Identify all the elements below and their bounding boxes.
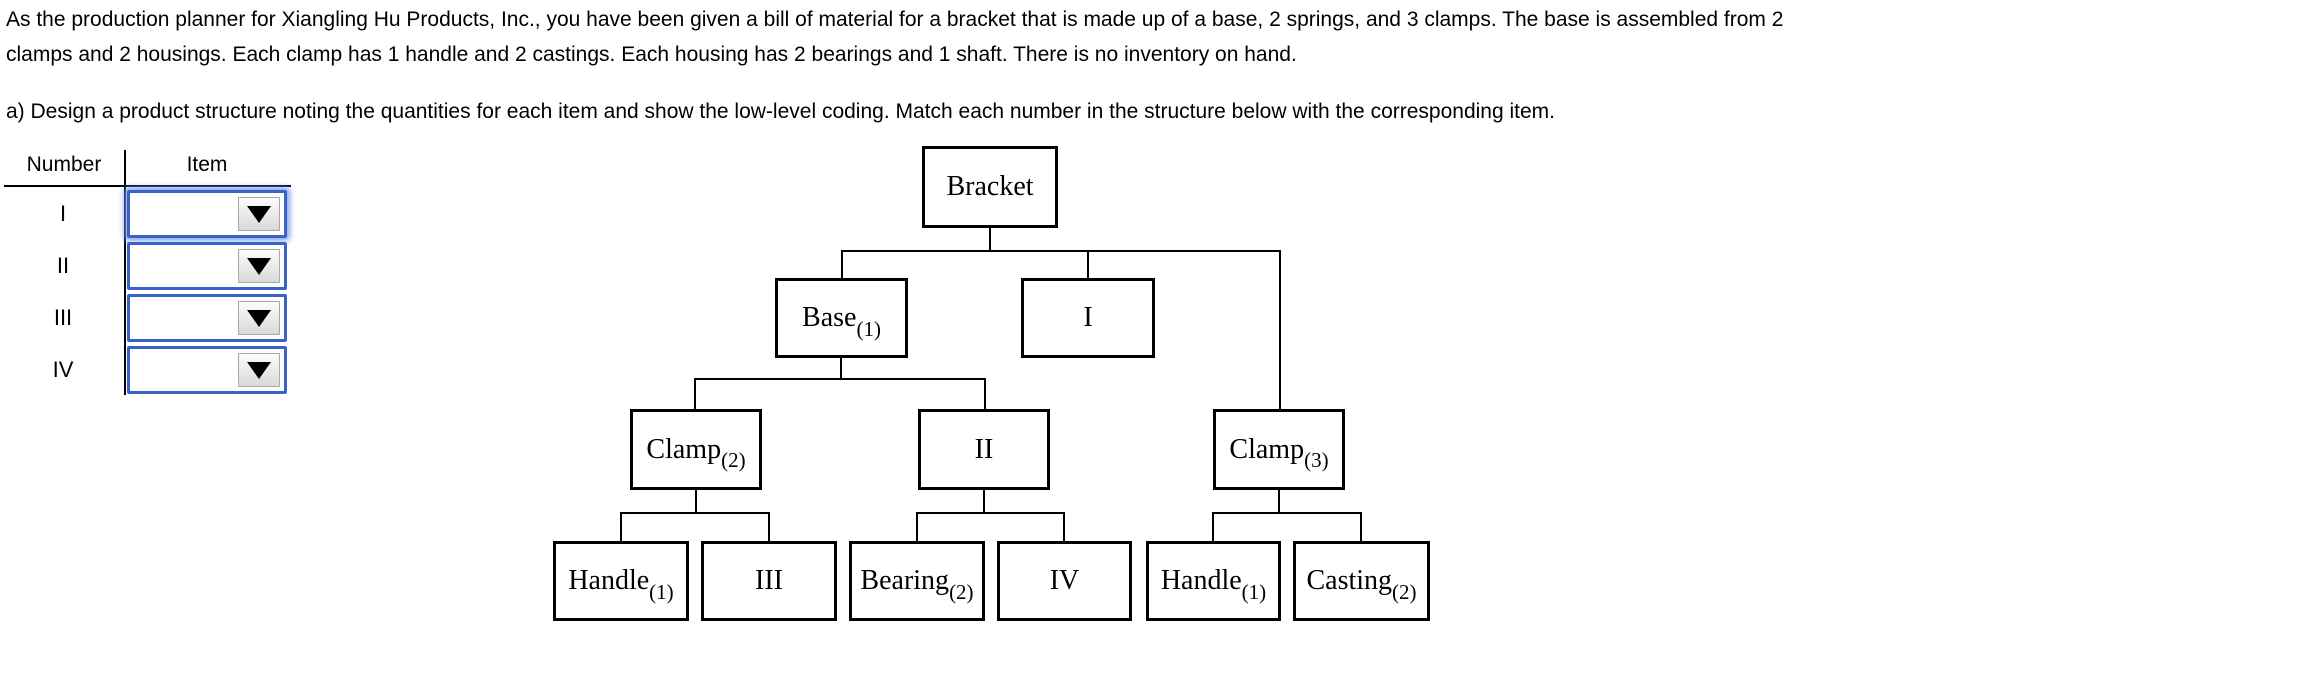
dropdown-button[interactable] [238, 197, 280, 231]
connector-line [1278, 490, 1280, 512]
dropdown-button[interactable] [238, 301, 280, 335]
node-unknown-III [701, 541, 837, 621]
connector-line [620, 512, 622, 541]
node-unknown-IV [997, 541, 1132, 621]
chevron-down-icon [247, 258, 271, 275]
connector-line [989, 228, 991, 250]
row-label-IV: IV [52, 357, 74, 382]
node-label: Handle [1160, 565, 1242, 596]
problem-text-line1: As the production planner for Xiangling Hu Products, Inc., you have been given a bill of material for a bracket that is made up of a base, 2 springs, and 3 clamps. The base is assembled from 2 [6, 8, 1784, 31]
connector-line [620, 512, 770, 514]
connector-line [768, 512, 770, 541]
node-quantity: (3) [1304, 448, 1329, 472]
item-column-header: Item [186, 153, 228, 176]
item-select-II-value [138, 245, 232, 287]
node-label: Bearing [860, 565, 950, 596]
connector-line [1279, 250, 1281, 409]
connector-line [983, 490, 985, 512]
table-header-rule [4, 185, 291, 187]
connector-line [984, 378, 986, 409]
node-label: Bracket [946, 171, 1034, 202]
dropdown-button[interactable] [238, 249, 280, 283]
node-label: IV [1049, 565, 1080, 596]
node-label: II [974, 433, 994, 465]
node-label: III [755, 565, 783, 596]
node-label: Casting [1306, 565, 1393, 596]
item-select-I[interactable] [127, 190, 287, 238]
connector-line [1087, 250, 1089, 278]
connector-line [1212, 512, 1214, 541]
node-quantity: (2) [721, 448, 746, 472]
node-unknown-I [1021, 278, 1155, 358]
problem-text-line2: clamps and 2 housings. Each clamp has 1 handle and 2 castings. Each housing has 2 bearings and 1 shaft. There is no inventory on hand. [6, 43, 1297, 66]
item-select-III[interactable] [127, 294, 287, 342]
item-select-III-value [138, 297, 232, 339]
node-clamp-3 [1213, 409, 1345, 490]
node-label: Clamp [1229, 433, 1305, 465]
node-bracket [922, 146, 1058, 228]
connector-line [1063, 512, 1065, 541]
item-select-IV[interactable] [127, 346, 287, 394]
node-base [775, 278, 908, 358]
node-quantity: (1) [649, 579, 674, 604]
node-label: Handle [568, 565, 650, 596]
item-select-I-value [138, 193, 232, 235]
chevron-down-icon [247, 310, 271, 327]
node-label: I [1083, 302, 1093, 333]
connector-line [916, 512, 1065, 514]
row-label-I: I [59, 201, 67, 226]
chevron-down-icon [247, 206, 271, 223]
node-clamp-2 [630, 409, 762, 490]
node-label: Clamp [646, 433, 722, 465]
row-label-II: II [56, 253, 70, 278]
node-casting [1293, 541, 1430, 621]
chevron-down-icon [247, 362, 271, 379]
dropdown-button[interactable] [238, 353, 280, 387]
node-quantity: (2) [1392, 579, 1417, 604]
connector-line [1212, 512, 1362, 514]
row-label-III: III [53, 305, 73, 330]
part-a-instruction: a) Design a product structure noting the quantities for each item and show the low-level coding. Match each number in the structure below with the corresponding item. [6, 100, 1555, 123]
node-quantity: (2) [949, 579, 974, 604]
node-handle-2 [1146, 541, 1281, 621]
node-quantity: (1) [1241, 579, 1267, 604]
connector-line [840, 358, 842, 378]
number-column-header: Number [26, 153, 102, 176]
node-quantity: (1) [856, 316, 881, 341]
connector-line [916, 512, 918, 541]
item-select-IV-value [138, 349, 232, 391]
node-handle-1 [553, 541, 689, 621]
connector-line [694, 378, 986, 380]
connector-line [694, 378, 696, 409]
node-label: Base [802, 302, 857, 333]
connector-line [1360, 512, 1362, 541]
connector-line [841, 250, 1281, 252]
node-bearing [849, 541, 985, 621]
item-select-II[interactable] [127, 242, 287, 290]
connector-line [695, 490, 697, 512]
node-unknown-II [918, 409, 1050, 490]
connector-line [841, 250, 843, 278]
